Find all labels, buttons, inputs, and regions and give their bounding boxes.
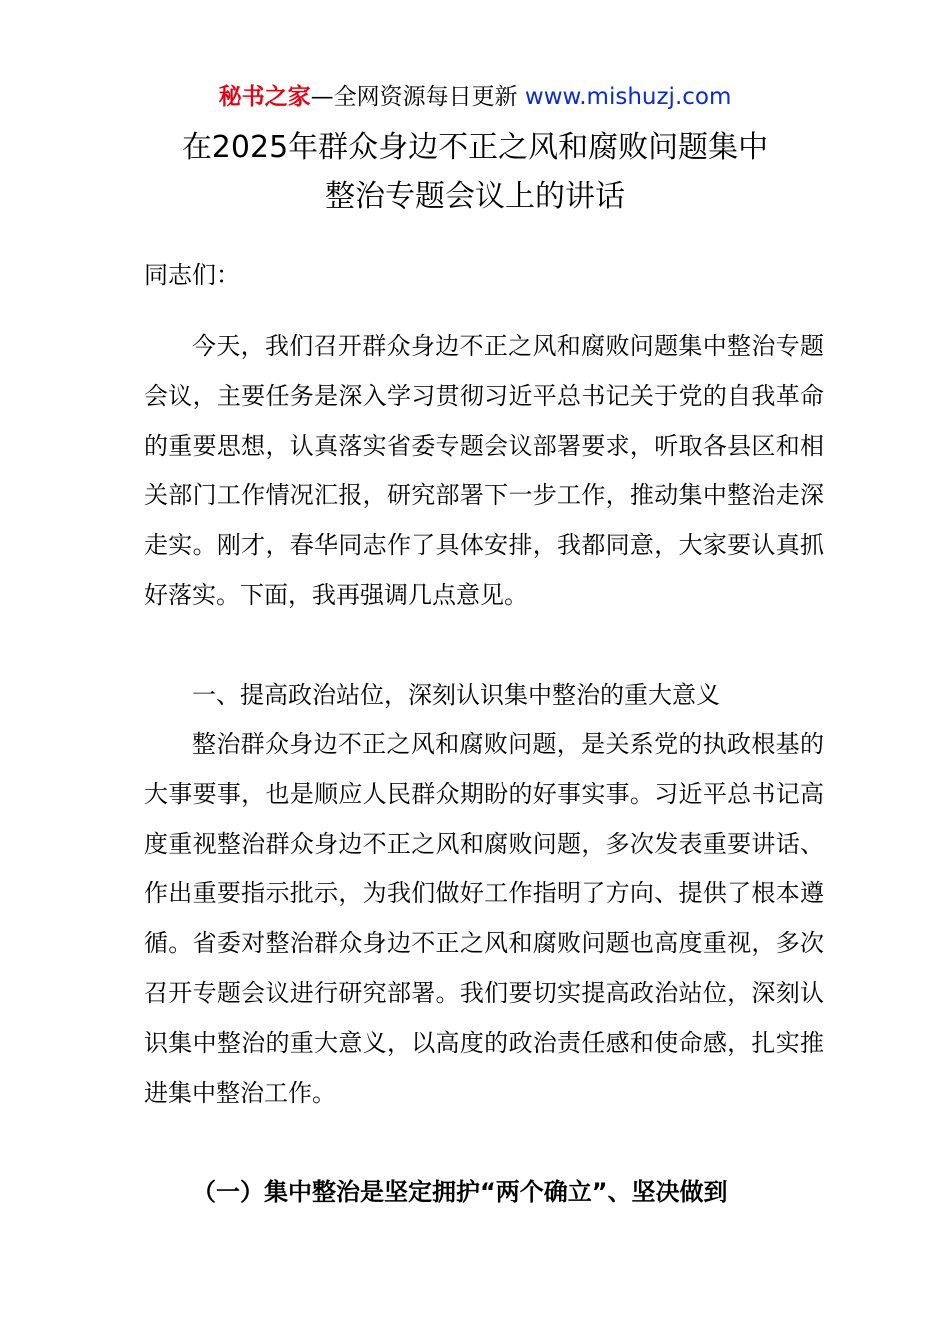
document-title-line-1: 在2025年群众身边不正之风和腐败问题集中 <box>181 130 769 165</box>
brand-name: 秘书之家 <box>218 84 311 110</box>
paragraph-intro: 今天，我们召开群众身边不正之风和腐败问题集中整治专题会议，主要任务是深入学习贯彻习近平总书记关于党的自我革命的重要思想，认真落实省委专题会议部署要求，听取各县区和相关部门工作情况汇报，研究部署下一步工作，推动集中整治走深走实。刚才，春华同志作了具体安排，我都同意，大家要认真抓好落实。下面，我再强调几点意见。 <box>144 332 824 609</box>
document-title-line-2: 整治专题会议上的讲话 <box>325 179 625 214</box>
site-url-link[interactable]: www.mishuzj.com <box>524 84 732 110</box>
section-heading-1: 一、提高政治站位，深刻认识集中整治的重大意义 <box>192 681 720 709</box>
salutation: 同志们： <box>144 261 240 289</box>
header-tagline: —全网资源每日更新 <box>310 84 525 110</box>
site-header <box>0 82 950 112</box>
paragraph-section-1: 整治群众身边不正之风和腐败问题，是关系党的执政根基的大事要事，也是顺应人民群众期盼的好事实事。习近平总书记高度重视整治群众身边不正之风和腐败问题，多次发表重要讲话、作出重要指示批示，为我们做好工作指明了方向、提供了根本遵循。省委对整治群众身边不正之风和腐败问题也高度重视，多次召开专题会议进行研究部署。我们要切实提高政治站位，深刻认识集中整治的重大意义，以高度的政治责任感和使命感，扎实推进集中整治工作。 <box>144 730 824 1107</box>
subsection-heading-1: （一）集中整治是坚定拥护“两个确立”、坚决做到 <box>192 1178 728 1206</box>
